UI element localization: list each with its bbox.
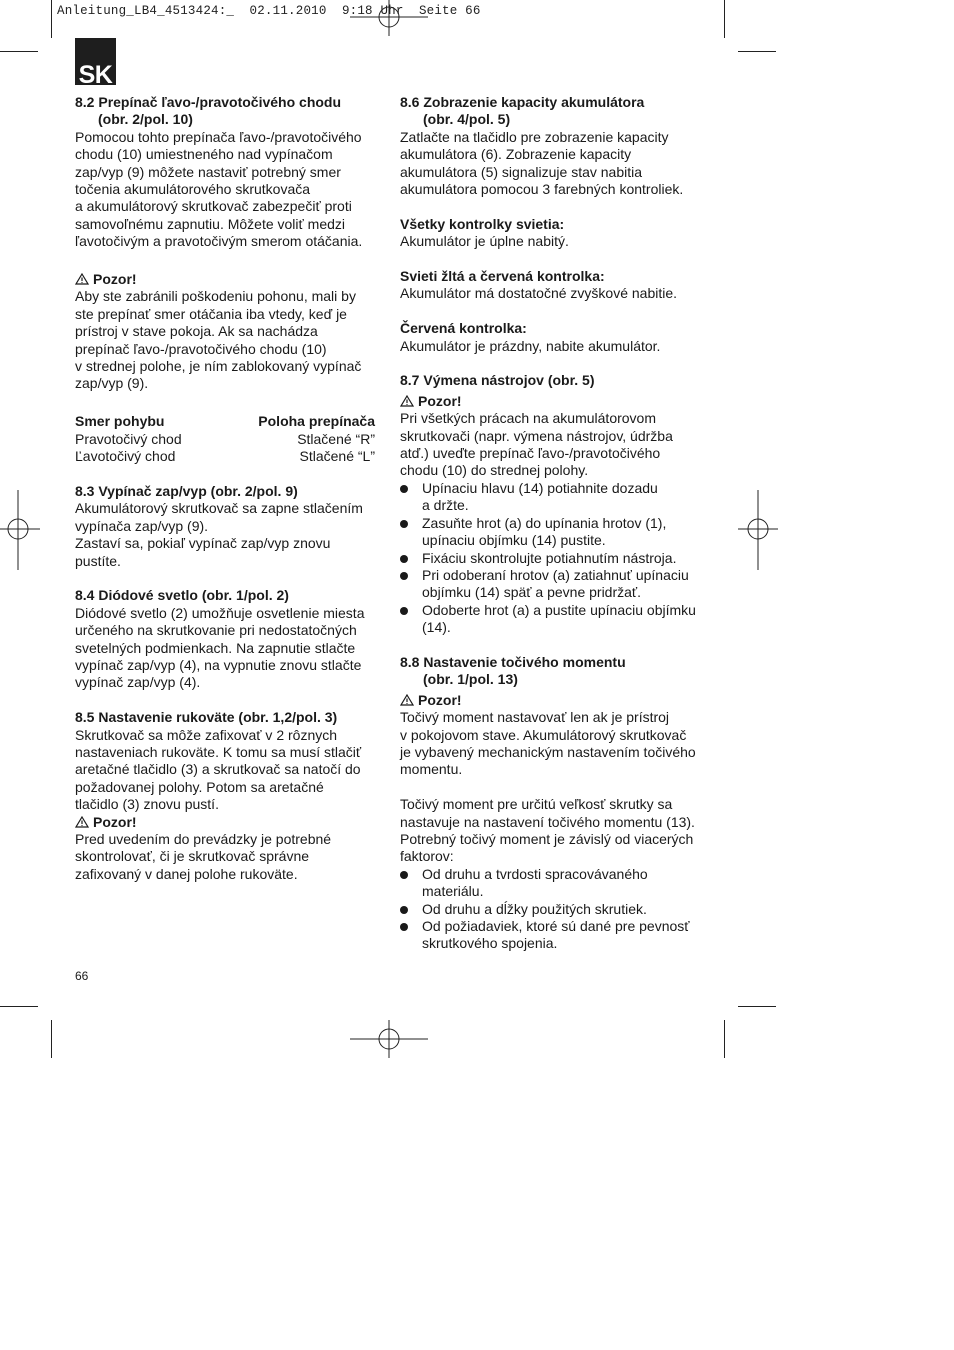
section-title-sub: (obr. 1/pol. 13) xyxy=(423,671,518,688)
text-line: točenia akumulátorového skrutkovača xyxy=(75,181,311,198)
text-line: prístroj v stave pokoja. Ak sa nachádza xyxy=(75,323,318,340)
text-line: prepínač ľavo-/pravotočivého chodu (10) xyxy=(75,340,327,357)
text-line: Skrutkovač sa môže zafixovať v 2 rôznych xyxy=(75,726,338,743)
text-line: Od druhu a dĺžky použitých skrutiek. xyxy=(422,900,647,917)
status-text: Akumulátor je prázdny, nabite akumulátor. xyxy=(400,337,661,354)
list-item xyxy=(400,550,705,567)
bullet-icon xyxy=(400,906,408,914)
warning-icon xyxy=(400,395,414,407)
text-line: atď.) uveďte prepínač ľavo-/pravotočivého xyxy=(400,445,661,462)
text-line: pustíte. xyxy=(75,552,121,569)
text-line: Diódové svetlo (2) umožňuje osvetlenie miesta xyxy=(75,604,365,621)
table-cell: Ľavotočivý chod xyxy=(75,448,176,465)
warning-heading xyxy=(75,271,375,288)
text-line: zafixovaný v danej polohe rukoväte. xyxy=(75,865,298,882)
paragraph xyxy=(400,796,705,866)
text-line: ste prepínať smer otáčania iba vtedy, keď je xyxy=(75,305,347,322)
text-line: akumulátora (6). Zobrazenie kapacity xyxy=(400,146,632,163)
text-line: Zasuňte hrot (a) do upínania hrotov (1), xyxy=(422,514,667,531)
language-badge: SK xyxy=(75,38,116,85)
warning-text xyxy=(400,709,705,779)
bullet-icon xyxy=(400,607,408,615)
warning-icon xyxy=(400,694,414,706)
bullet-icon xyxy=(400,923,408,931)
table-row xyxy=(75,431,375,448)
registration-mark-left xyxy=(0,490,40,570)
warning-text xyxy=(400,410,705,480)
paragraph xyxy=(400,129,705,199)
text-line: ľavotočivým a pravotočivým smerom otáčania. xyxy=(75,233,363,250)
warning-icon xyxy=(75,273,89,285)
text-line: Točivý moment pre určitú veľkosť skrutky sa xyxy=(400,796,673,813)
table-row xyxy=(75,448,375,465)
text-line: momentu. xyxy=(400,761,463,778)
table-cell: Pravotočivý chod xyxy=(75,430,182,447)
text-line: Pri odoberaní hrotov (a) zatiahnuť upínaciu xyxy=(422,566,689,583)
status-label: Červená kontrolka: xyxy=(400,320,527,337)
page-number: 66 xyxy=(75,969,89,983)
text-line: Potrebný točivý moment je závislý od viacerých xyxy=(400,830,694,847)
text-line: v strednej polohe, je ním zablokovaný vypínač xyxy=(75,358,362,375)
text-line: Pred uvedením do prevádzky je potrebné xyxy=(75,830,332,847)
status-text: Akumulátor má dostatočné zvyškové nabitie. xyxy=(400,285,678,302)
text-line: Pomocou tohto prepínača ľavo-/pravotočivého xyxy=(75,128,362,145)
warning-heading xyxy=(400,692,705,709)
text-line: nastavuje na nastavení točivého momentu (13). xyxy=(400,813,695,830)
text-line: chodu (10) umiestneného nad vypínačom xyxy=(75,146,333,163)
print-slug: Anleitung_LB4_4513424:_ 02.11.2010 9:18 Uhr Seite 66 xyxy=(57,4,481,18)
section-title: 8.5 Nastavenie rukoväte (obr. 1,2/pol. 3) xyxy=(75,709,338,726)
column-header: Poloha prepínača xyxy=(258,413,375,430)
text-line: a akumulátorový skrutkovač zabezpečiť proti xyxy=(75,198,352,215)
list-item xyxy=(400,567,705,602)
text-line: v pokojovom stave. Akumulátorový skrutkovač xyxy=(400,726,687,743)
table-cell: Stlačené “L” xyxy=(299,448,375,465)
text-line: je vybavený mechanickým nastavením točivého xyxy=(400,743,696,760)
section-heading xyxy=(400,654,705,689)
text-line: určeného na skrutkovanie pri nedostatočných xyxy=(75,622,357,639)
paragraph xyxy=(75,500,375,570)
text-line: Točivý moment nastavovať len ak je prístroj xyxy=(400,709,670,726)
bullet-list xyxy=(400,480,705,637)
list-item xyxy=(400,602,705,637)
text-line: zap/vyp (9) môžete nastaviť potrebný smer xyxy=(75,163,341,180)
text-line: akumulátora pomocou 3 farebných kontroliek. xyxy=(400,181,684,198)
section-title: 8.2 Prepínač ľavo-/pravotočivého chodu xyxy=(75,94,342,110)
section-heading xyxy=(400,94,705,129)
text-line: tlačidlo (3) znovu pustí. xyxy=(75,796,219,813)
status-label: Svieti žltá a červená kontrolka: xyxy=(400,268,605,285)
registration-mark-bottom xyxy=(350,1020,428,1060)
text-line: Akumulátorový skrutkovač sa zapne stlačením xyxy=(75,500,363,517)
list-item xyxy=(400,480,705,515)
list-item xyxy=(400,901,705,918)
right-column xyxy=(400,94,705,953)
text-line: faktorov: xyxy=(400,848,454,865)
warning-heading xyxy=(400,393,705,410)
registration-mark-right xyxy=(738,490,778,570)
text-line: vypínača zap/vyp (9). xyxy=(75,517,209,534)
text-line: a držte. xyxy=(422,497,469,514)
list-item xyxy=(400,866,705,901)
text-line: Od druhu a tvrdosti spracovávaného xyxy=(422,865,648,882)
direction-table xyxy=(75,413,375,465)
warning-label: Pozor! xyxy=(93,271,137,288)
text-line: Zastaví sa, pokiaľ vypínač zap/vyp znovu xyxy=(75,535,331,552)
status-text: Akumulátor je úplne nabitý. xyxy=(400,233,569,250)
warning-label: Pozor! xyxy=(418,392,462,409)
text-line: aretačné tlačidlo (3) a skrutkovač sa natočí do xyxy=(75,761,361,778)
list-item xyxy=(400,515,705,550)
text-line: Zatlačte na tlačidlo pre zobrazenie kapacity xyxy=(400,128,669,145)
text-line: zap/vyp (9). xyxy=(75,375,149,392)
text-line: akumulátora (5) signalizuje stav nabitia xyxy=(400,163,643,180)
section-title: 8.4 Diódové svetlo (obr. 1/pol. 2) xyxy=(75,587,289,604)
text-line: skrutkového spojenia. xyxy=(422,935,558,952)
status-label: Všetky kontrolky svietia: xyxy=(400,215,565,232)
bullet-list xyxy=(400,866,705,953)
section-title: 8.8 Nastavenie točivého momentu xyxy=(400,653,626,670)
warning-icon xyxy=(75,816,89,828)
section-title-sub: (obr. 4/pol. 5) xyxy=(423,111,511,128)
section-title: 8.6 Zobrazenie kapacity akumulátora xyxy=(400,94,645,110)
text-line: Fixáciu skontrolujte potiahnutím nástroja. xyxy=(422,549,677,566)
text-line: Odoberte hrot (a) a pustite upínaciu objímku xyxy=(422,601,696,618)
text-line: skontrolovať, či je skrutkovač správne xyxy=(75,848,310,865)
list-item xyxy=(400,918,705,953)
bullet-icon xyxy=(400,871,408,879)
warning-label: Pozor! xyxy=(418,691,462,708)
text-line: (14). xyxy=(422,619,451,636)
text-line: požadovanej polohy. Potom sa aretačné xyxy=(75,778,324,795)
text-line: chodu (10) do strednej polohy. xyxy=(400,462,589,479)
text-line: samovoľnému zapnutiu. Môžete voliť medzi xyxy=(75,215,346,232)
bullet-icon xyxy=(400,572,408,580)
warning-heading xyxy=(75,814,375,831)
column-header: Smer pohybu xyxy=(75,413,165,430)
table-header xyxy=(75,413,375,430)
warning-text xyxy=(75,288,375,392)
paragraph xyxy=(75,129,375,251)
text-line: materiálu. xyxy=(422,883,484,900)
text-line: Pri všetkých prácach na akumulátorovom xyxy=(400,410,656,427)
paragraph xyxy=(75,605,375,692)
text-line: vypínač zap/vyp (4). xyxy=(75,674,201,691)
section-heading xyxy=(75,94,375,129)
text-line: Upínaciu hlavu (14) potiahnite dozadu xyxy=(422,479,658,496)
bullet-icon xyxy=(400,555,408,563)
text-line: vypínač zap/vyp (4), na vypnutie znovu stlačte xyxy=(75,656,362,673)
paragraph xyxy=(75,727,375,814)
text-line: Aby ste zabránili poškodeniu pohonu, mali by xyxy=(75,288,356,305)
text-line: svetelných podmienkach. Na zapnutie stlačte xyxy=(75,639,356,656)
section-title: 8.3 Vypínač zap/vyp (obr. 2/pol. 9) xyxy=(75,482,298,499)
section-title: 8.7 Výmena nástrojov (obr. 5) xyxy=(400,372,595,389)
warning-label: Pozor! xyxy=(93,813,137,830)
text-line: objímku (14) späť a pevne pridržať. xyxy=(422,584,642,601)
section-title-sub: (obr. 2/pol. 10) xyxy=(98,111,193,128)
bullet-icon xyxy=(400,485,408,493)
bullet-icon xyxy=(400,520,408,528)
text-line: Od požiadaviek, ktoré sú dané pre pevnosť xyxy=(422,918,690,934)
text-line: nastaveniach rukoväte. K tomu sa musí stlačiť xyxy=(75,743,362,760)
text-line: skrutkovači (napr. výmena nástrojov, údržba xyxy=(400,427,673,444)
left-column xyxy=(75,94,375,883)
text-line: upínaciu objímku (14) pustite. xyxy=(422,532,606,549)
warning-text xyxy=(75,831,375,883)
table-cell: Stlačené “R” xyxy=(297,430,375,447)
